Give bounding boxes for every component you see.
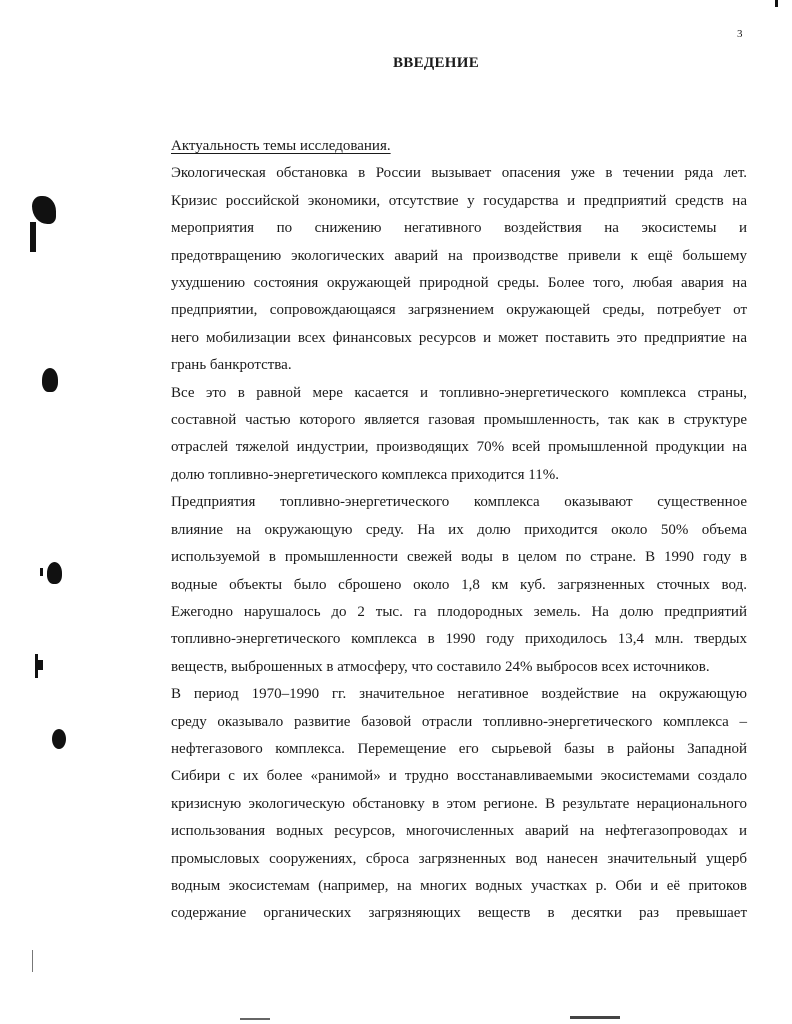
text-line: использования водных ресурсов, многочисленных аварий на нефтегазопроводах и (171, 823, 747, 840)
paragraphs (131, 160, 747, 927)
text-line: Кризис российской экономики, отсутствие у государства и предприятий средств на (171, 192, 747, 209)
scan-mark (38, 660, 43, 670)
text-line: водные объекты было сброшено около 1,8 км куб. загрязненных сточных вод. (171, 576, 747, 593)
text-line: среду оказывало развитие базовой отрасли топливно-энергетического комплекса – (171, 713, 747, 730)
text-line: Все это в равной мере касается и топливно-энергетического комплекса страны, (171, 384, 747, 401)
scan-mark (775, 0, 778, 7)
page-title: ВВЕДЕНИЕ (392, 55, 480, 71)
scan-mark (30, 222, 36, 252)
text-line: отраслей тяжелой индустрии, производящих 70% всей промышленной продукции на (171, 439, 747, 456)
text-line: топливно-энергетического комплекса в 1990 году приходилось 13,4 млн. твердых (171, 631, 747, 648)
text-line: предприятии, сопровождающаяся загрязнением окружающей среды, потребует от (171, 302, 747, 319)
scan-mark (40, 568, 43, 576)
text-line: Сибири с их более «ранимой» и трудно восстанавливаемыми экосистемами создало (171, 768, 747, 785)
page-number: 3 (737, 28, 743, 40)
text-line: содержание органических загрязняющих веществ в десятки раз превышает (171, 905, 747, 922)
document-body (131, 133, 747, 928)
text-line: ухудшению состояния окружающей природной среды. Более того, любая авария на (171, 275, 747, 292)
text-line: водным экосистемам (например, на многих водных участках р. Оби и её притоков (171, 877, 747, 894)
scan-mark (52, 729, 66, 749)
text-line: нефтегазового комплекса. Перемещение его сырьевой базы в районы Западной (171, 740, 747, 757)
text-line: грань банкротства. (171, 357, 292, 374)
text-line: мероприятия по снижению негативного воздействия на экосистемы и (171, 220, 747, 237)
text-line: промысловых сооружениях, сброса загрязненных вод нанесен значительный ущерб (171, 850, 747, 867)
section-heading: Актуальность темы исследования. (171, 138, 391, 154)
text-line: Экологическая обстановка в России вызывает опасения уже в течении ряда лет. (171, 165, 747, 182)
scan-mark (32, 196, 56, 224)
text-line: составной частью которого является газовая промышленность, так как в структуре (171, 412, 747, 429)
text-line: Предприятия топливно-энергетического комплекса оказывают существенное (171, 494, 747, 511)
text-line: Ежегодно нарушалось до 2 тыс. га плодородных земель. На долю предприятий (171, 603, 747, 620)
body-paragraph (131, 681, 747, 928)
text-line: В период 1970–1990 гг. значительное негативное воздействие на окружающую (171, 686, 747, 703)
scan-mark (47, 562, 62, 584)
text-line: долю топливно-энергетического комплекса приходится 11%. (171, 466, 559, 483)
scan-mark (42, 368, 58, 392)
scan-mark (570, 1016, 620, 1019)
text-line: кризисную экологическую обстановку в этом регионе. В результате нерационального (171, 795, 747, 812)
body-paragraph (131, 160, 747, 379)
scan-mark (32, 950, 33, 972)
scan-mark (240, 1018, 270, 1020)
body-paragraph (131, 380, 747, 490)
text-line: предотвращению экологических аварий на производстве привели к ещё большему (171, 247, 747, 264)
text-line: веществ, выброшенных в атмосферу, что составило 24% выбросов всех источников. (171, 658, 710, 675)
text-line: используемой в промышленности свежей воды в целом по стране. В 1990 году в (171, 549, 747, 566)
text-line: влияние на окружающую среду. На их долю приходится около 50% объема (171, 521, 747, 538)
text-line: него мобилизации всех финансовых ресурсов и может поставить это предприятие на (171, 329, 747, 346)
body-paragraph (131, 489, 747, 681)
